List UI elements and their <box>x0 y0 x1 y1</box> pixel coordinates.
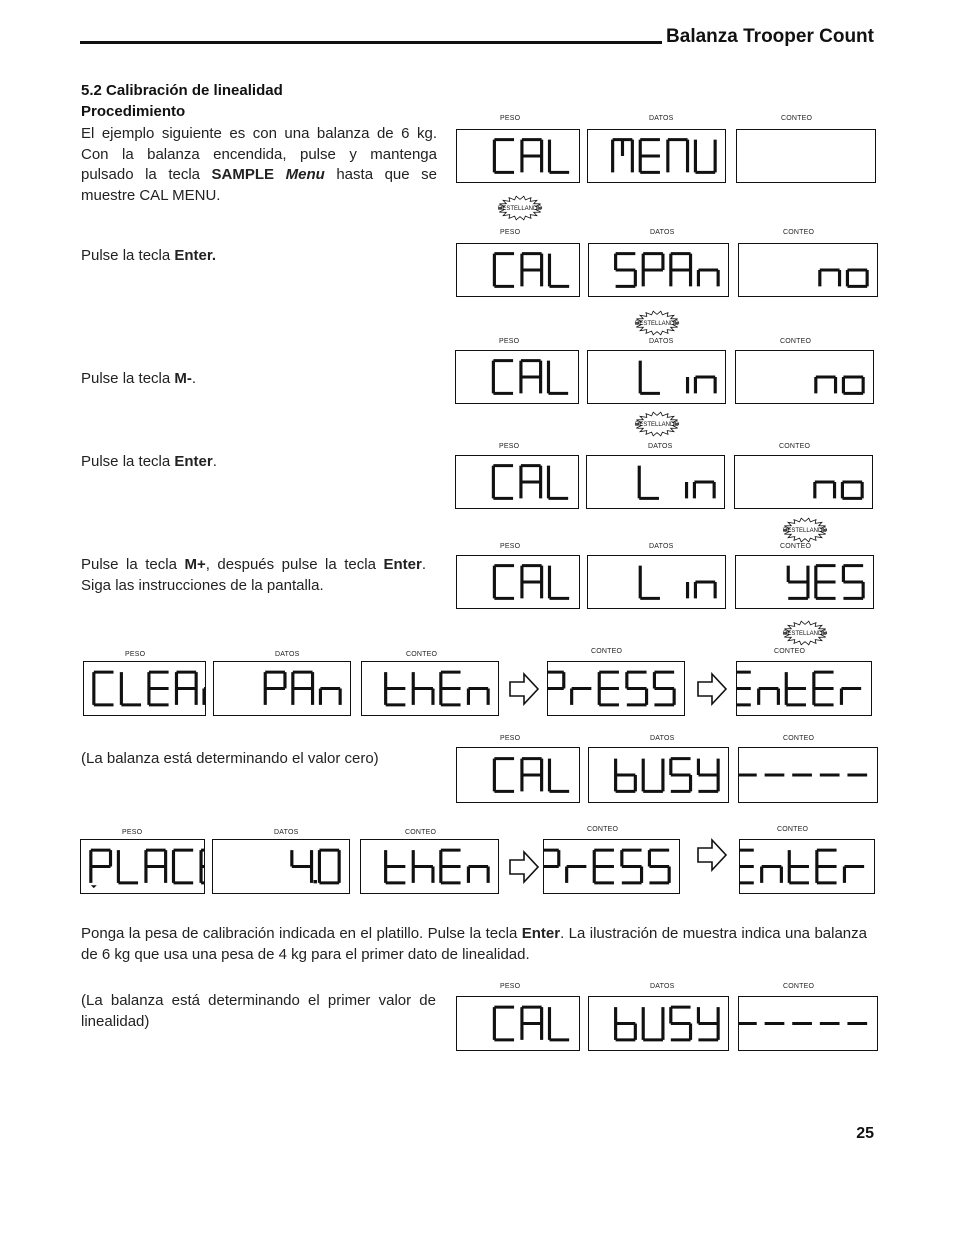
r3-display-conteo <box>735 350 874 404</box>
r7-display-datos <box>588 747 729 803</box>
r3-label-datos: DATOS <box>649 338 674 345</box>
key-sample: SAMPLE <box>211 166 275 183</box>
r2-display-datos <box>588 243 729 297</box>
r8-display-3 <box>543 839 680 894</box>
r2-display-conteo <box>738 243 878 297</box>
key-menu: Menu <box>285 166 325 183</box>
r8-label-2: CONTEO <box>405 829 437 836</box>
r4-label-datos: DATOS <box>648 443 673 450</box>
r1-label-peso: PESO <box>500 115 521 122</box>
r8-display-4 <box>739 839 875 894</box>
r6-arrow-1 <box>696 672 728 706</box>
r8-label-3: CONTEO <box>587 826 619 833</box>
step-first-linearity: (La balanza está determinando el primer valor de linealidad) <box>81 992 436 1030</box>
r4-display-peso <box>455 455 579 509</box>
step-mplus: Pulse la tecla M+, después pulse la tecla Enter. Siga las instrucciones de la pantalla. <box>81 556 426 594</box>
r3-display-peso <box>455 350 579 404</box>
r1-label-conteo: CONTEO <box>781 115 813 122</box>
r6-arrow-0 <box>508 672 540 706</box>
r6-display-1 <box>213 661 351 716</box>
r6-display-3 <box>547 661 685 716</box>
section-subtitle: Procedimiento <box>81 103 186 120</box>
r5-label-datos: DATOS <box>649 543 674 550</box>
r8-label-4: CONTEO <box>777 826 809 833</box>
r6-flashing-enter <box>782 620 828 646</box>
r6-label-0: PESO <box>125 651 146 658</box>
svg-text:DESTELLANDO: DESTELLANDO <box>497 206 543 212</box>
r5-display-peso <box>456 555 580 609</box>
r2-flashing-conteo <box>634 310 680 336</box>
r6-display-2 <box>361 661 499 716</box>
r3-label-conteo: CONTEO <box>780 338 812 345</box>
r5-display-conteo <box>735 555 874 609</box>
r4-flashing-conteo <box>782 517 828 543</box>
r9-display-peso <box>456 996 580 1051</box>
r8-arrow-1 <box>696 838 728 872</box>
step-place-weight: Ponga la pesa de calibración indicada en el platillo. Pulse la tecla Enter. La ilustración de muestra indica una balanza de 6 kg que usa una pesa de 4 kg para el primer dato de linealidad. <box>81 925 867 963</box>
r4-display-conteo <box>734 455 873 509</box>
r6-display-0 <box>83 661 206 716</box>
r9-label-peso: PESO <box>500 983 521 990</box>
r7-label-datos: DATOS <box>650 735 675 742</box>
r1-label-datos: DATOS <box>649 115 674 122</box>
svg-text:DESTELLANDO: DESTELLANDO <box>782 528 828 534</box>
step-mminus: Pulse la tecla M-. <box>81 370 197 387</box>
r1-display-datos <box>587 129 726 183</box>
r8-display-2 <box>360 839 499 894</box>
r4-display-datos <box>586 455 725 509</box>
header-rule <box>80 41 662 44</box>
r5-label-conteo: CONTEO <box>780 543 812 550</box>
r1-display-peso <box>456 129 580 183</box>
r6-label-2: CONTEO <box>406 651 438 658</box>
r9-label-datos: DATOS <box>650 983 675 990</box>
r9-display-datos <box>588 996 729 1051</box>
r1-flashing-peso <box>497 195 543 221</box>
r6-label-4: CONTEO <box>774 648 806 655</box>
r7-label-peso: PESO <box>500 735 521 742</box>
svg-text:DESTELLANDO: DESTELLANDO <box>634 321 680 327</box>
r8-display-0 <box>80 839 205 894</box>
step-intro: El ejemplo siguiente es con una balanza de 6 kg. Con la balanza encendida, pulse y mantenga pulsado la tecla SAMPLE Menu hasta que se muestre CAL MENU. <box>81 125 438 204</box>
r8-display-1 <box>212 839 350 894</box>
step-enter-2: Pulse la tecla Enter. <box>81 453 217 470</box>
r8-label-0: PESO <box>122 829 143 836</box>
r3-display-datos <box>587 350 726 404</box>
page-header-title: Balanza Trooper Count <box>666 26 874 47</box>
r9-display-conteo <box>738 996 878 1051</box>
page-number: 25 <box>856 1125 874 1142</box>
r7-display-conteo <box>738 747 878 803</box>
r8-label-1: DATOS <box>274 829 299 836</box>
r4-label-peso: PESO <box>499 443 520 450</box>
section-title: 5.2 Calibración de linealidad <box>81 82 283 99</box>
svg-text:DESTELLANDO: DESTELLANDO <box>634 422 680 428</box>
r5-display-datos <box>587 555 726 609</box>
r7-label-conteo: CONTEO <box>783 735 815 742</box>
r3-label-peso: PESO <box>499 338 520 345</box>
r5-label-peso: PESO <box>500 543 521 550</box>
r3-flashing-conteo <box>634 411 680 437</box>
step-enter-1: Pulse la tecla Enter. <box>81 247 217 264</box>
r6-label-1: DATOS <box>275 651 300 658</box>
r2-label-conteo: CONTEO <box>783 229 815 236</box>
r8-arrow-0 <box>508 850 540 884</box>
r7-display-peso <box>456 747 580 803</box>
r1-display-conteo <box>736 129 876 183</box>
svg-text:DESTELLANDO: DESTELLANDO <box>782 631 828 637</box>
r4-label-conteo: CONTEO <box>779 443 811 450</box>
r6-label-3: CONTEO <box>591 648 623 655</box>
step-zero: (La balanza está determinando el valor cero) <box>81 750 379 767</box>
r9-label-conteo: CONTEO <box>783 983 815 990</box>
r2-display-peso <box>456 243 580 297</box>
r6-display-4 <box>736 661 872 716</box>
r2-label-datos: DATOS <box>650 229 675 236</box>
r2-label-peso: PESO <box>500 229 521 236</box>
